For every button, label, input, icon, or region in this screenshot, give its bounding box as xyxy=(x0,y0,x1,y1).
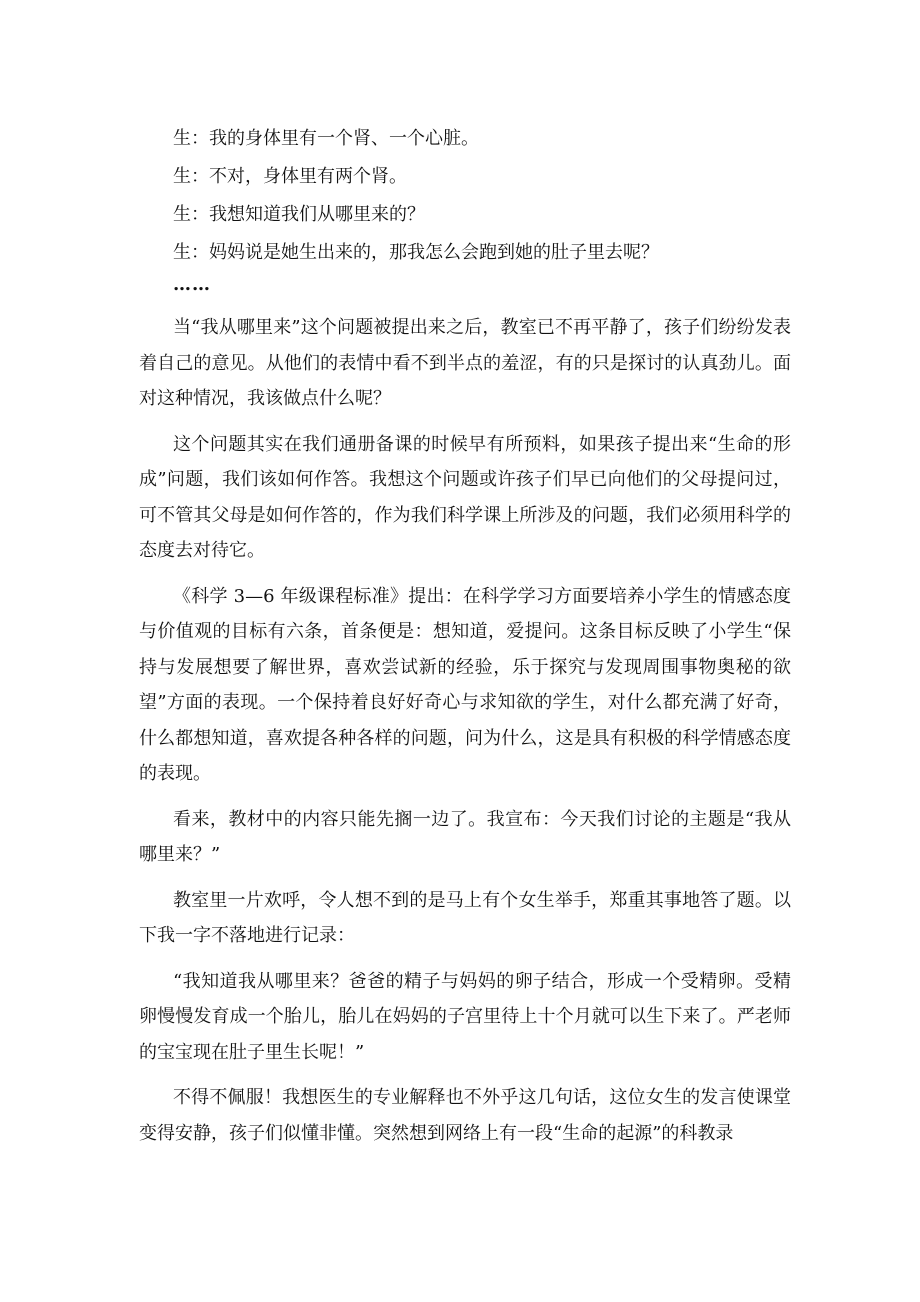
ellipsis-line: …… xyxy=(173,274,211,295)
paragraph: 《科学 3—6 年级课程标准》提出：在科学学习方面要培养小学生的情感态度与价值观的目标有六条，首条便是：想知道，爱提问。这条目标反映了小学生“保持与发展想要了解世界，喜欢尝试新的经验，乐于探究与发现周围事物奥秘的欲望”方面的表现。一个保持着良好好奇心与求知欲的学生，对什么都充满了好奇，什么都想知道，喜欢提各种各样的问题，问为什么，这是具有积极的科学情感态度的表现。 xyxy=(139,585,791,784)
paragraph: 当“我从哪里来”这个问题被提出来之后，教室已不再平静了，孩子们纷纷发表着自己的意见。从他们的表情中看不到半点的羞涩，有的只是探讨的认真劲儿。面对这种情况，我该做点什么呢？ xyxy=(139,317,791,409)
dialogue-line: 生：妈妈说是她生出来的，那我怎么会跑到她的肚子里去呢？ xyxy=(173,242,659,263)
paragraph: 不得不佩服！我想医生的专业解释也不外乎这几句话，这位女生的发言使课堂变得安静，孩子们似懂非懂。突然想到网络上有一段“生命的起源”的科教录 xyxy=(139,1087,791,1144)
paragraph: 这个问题其实在我们通册备课的时候早有所预料，如果孩子提出来“生命的形成”问题，我们该如何作答。我想这个问题或许孩子们早已向他们的父母提问过，可不管其父母是如何作答的，作为我们科学课上所涉及的问题，我们必须用科学的态度去对待它。 xyxy=(139,433,791,561)
dialogue-line: 生：不对，身体里有两个肾。 xyxy=(173,166,407,187)
document-body xyxy=(139,120,791,1151)
paragraph: 看来，教材中的内容只能先搁一边了。我宣布：今天我们讨论的主题是“我从哪里来？” xyxy=(139,808,791,865)
paragraph: 教室里一片欢呼，令人想不到的是马上有个女生举手，郑重其事地答了题。以下我一字不落地进行记录： xyxy=(139,889,791,946)
quoted-paragraph: “我知道我从哪里来？爸爸的精子与妈妈的卵子结合，形成一个受精卵。受精卵慢慢发育成一个胎儿，胎儿在妈妈的子宫里待上十个月就可以生下来了。严老师的宝宝现在肚子里生长呢！” xyxy=(139,970,791,1063)
dialogue-line: 生：我想知道我们从哪里来的？ xyxy=(173,204,425,225)
dialogue-line: 生：我的身体里有一个肾、一个心脏。 xyxy=(173,128,479,149)
